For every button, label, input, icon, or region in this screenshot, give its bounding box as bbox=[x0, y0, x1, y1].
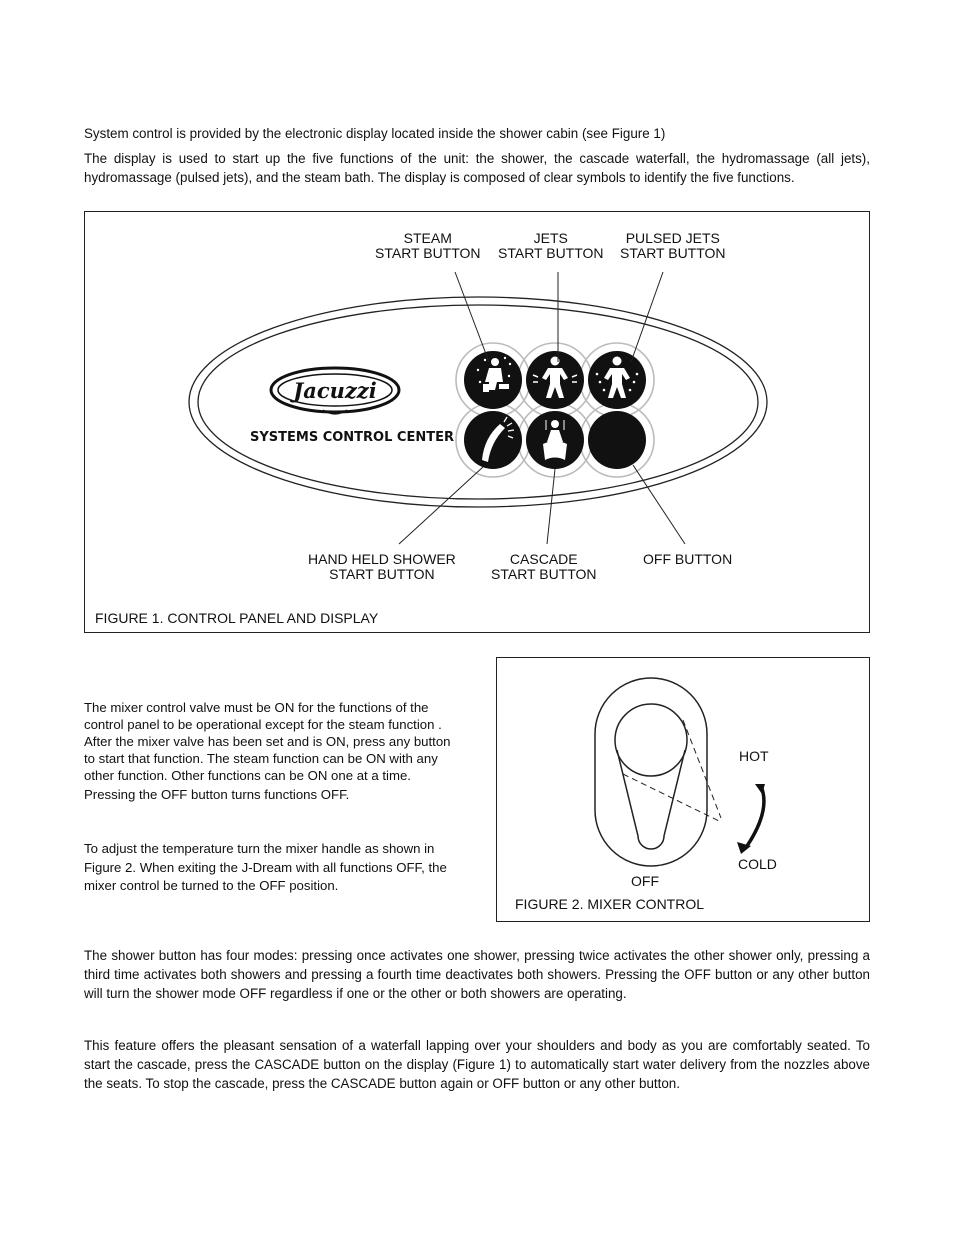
label-steam: STEAM START BUTTON bbox=[375, 230, 481, 261]
mixer-control-drawing bbox=[497, 658, 871, 923]
steam-button[interactable] bbox=[464, 351, 522, 409]
jets-button[interactable] bbox=[526, 351, 584, 409]
label-jets: JETS START BUTTON bbox=[498, 230, 604, 261]
shower-paragraph: The shower button has four modes: pressing once activates one shower, pressing twice activates the other shower only, pressing a third time activates both showers and pressing a fourth time deactivates both showers. Pressing the OFF button or any other button will turn the shower mode OFF regardless if one or the other or both showers are operating. bbox=[84, 948, 870, 1001]
intro-paragraph-1: System control is provided by the electronic display located inside the shower cabin (see Figure 1) bbox=[84, 126, 666, 141]
brand-text: Jacuzzi bbox=[293, 378, 377, 403]
mixer-paragraph-1: The mixer control valve must be ON for the functions of the control panel to be operational except for the steam function . After the mixer valve has been set and is ON, press any button to start that function. The steam function can be ON with any other function. Other functions can be ON one at a time. Pressing the OFF button turns functions OFF. bbox=[84, 700, 451, 802]
intro-paragraph-2: The display is used to start up the five functions of the unit: the shower, the cascade waterfall, the hydromassage (all jets), hydromassage (pulsed jets), and the steam bath. The display is composed of clear symbols to identify the five functions. bbox=[84, 151, 870, 185]
pulsed-jets-button[interactable] bbox=[588, 351, 646, 409]
jacuzzi-logo bbox=[271, 368, 399, 414]
label-pulsed-jets: PULSED JETS START BUTTON bbox=[620, 230, 726, 261]
mixer-paragraph-2: To adjust the temperature turn the mixer handle as shown in Figure 2. When exiting the J-Dream with all functions OFF, the mixer control be turned to the OFF position. bbox=[84, 841, 447, 893]
figure-1-caption: FIGURE 1. CONTROL PANEL AND DISPLAY bbox=[95, 610, 379, 626]
figure-1-box bbox=[84, 211, 870, 633]
cascade-button[interactable] bbox=[526, 411, 584, 469]
label-off-button: OFF BUTTON bbox=[643, 551, 733, 567]
cold-label: COLD bbox=[738, 856, 777, 872]
rotation-arrow bbox=[747, 786, 764, 846]
mixer-plate bbox=[595, 678, 707, 866]
hand-held-shower-button[interactable] bbox=[464, 411, 522, 469]
hot-label: HOT bbox=[739, 748, 769, 764]
figure-2-caption: FIGURE 2. MIXER CONTROL bbox=[515, 896, 705, 912]
panel-title: SYSTEMS CONTROL CENTER bbox=[250, 430, 454, 445]
off-button[interactable] bbox=[588, 411, 646, 469]
label-cascade: CASCADE START BUTTON bbox=[491, 551, 597, 582]
figure-2-box bbox=[496, 657, 870, 922]
control-panel-drawing bbox=[85, 212, 871, 634]
cascade-paragraph: This feature offers the pleasant sensation of a waterfall lapping over your shoulders and body as you are comfortably seated. To start the cascade, press the CASCADE button on the display (Figure 1) to automatically start water delivery from the nozzles above the seats. To stop the cascade, press the CASCADE button again or OFF button or any other button. bbox=[84, 1038, 870, 1091]
label-hand-held-shower: HAND HELD SHOWER START BUTTON bbox=[308, 551, 456, 582]
mixer-knob bbox=[615, 704, 687, 776]
mixer-handle-off bbox=[617, 750, 685, 849]
off-position-label: OFF bbox=[631, 873, 659, 889]
